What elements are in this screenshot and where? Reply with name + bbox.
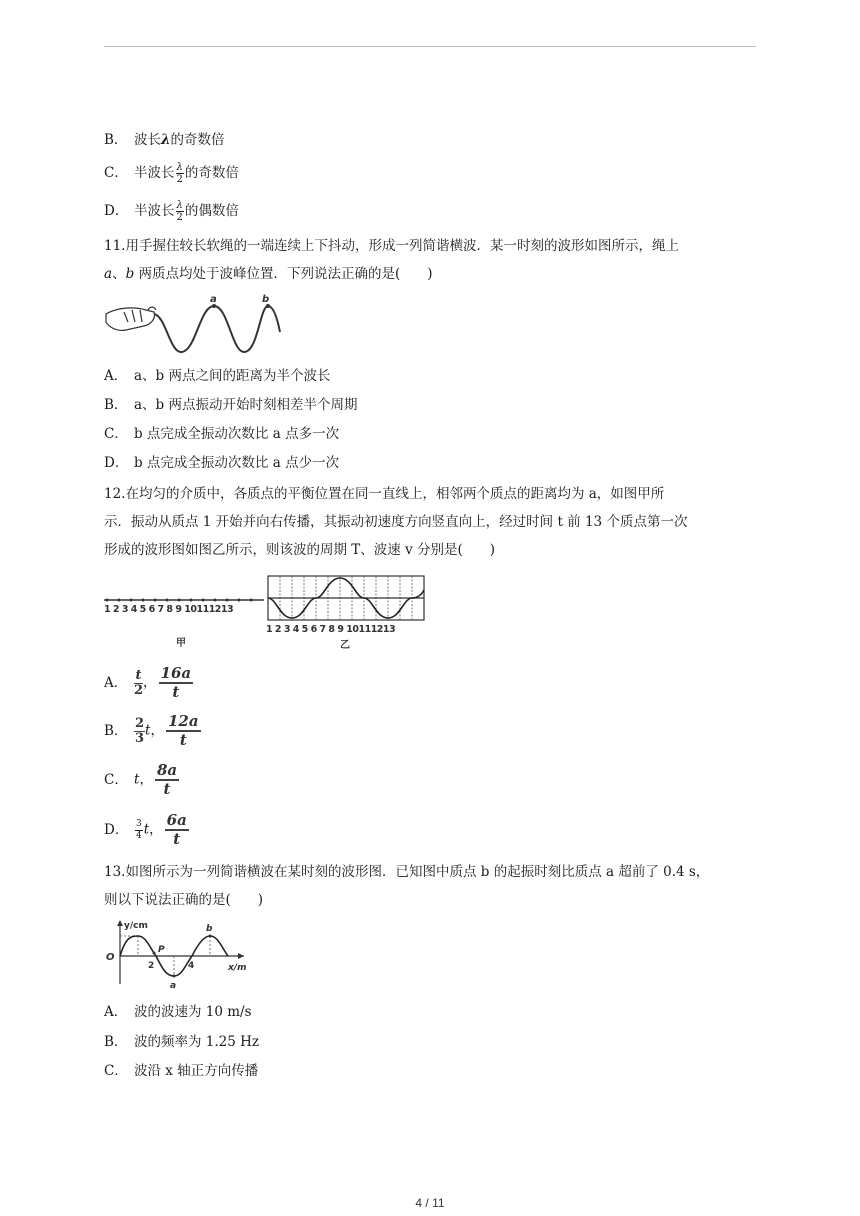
point-b-label: b	[206, 924, 213, 934]
lambda-half-fraction: $\frac{\lambda}{2}$	[176, 200, 183, 223]
q13-wave-graph	[104, 918, 254, 990]
q11-rope-wave-figure	[104, 292, 284, 358]
point-b-label: b	[262, 294, 270, 305]
lambda-half-fraction: $\frac{\lambda}{2}$	[176, 162, 183, 185]
q10-option-b: B． 波长λ的奇数倍	[104, 132, 225, 148]
q11-option-c: C． b 点完成全振动次数比 a 点多一次	[104, 426, 340, 442]
fraction-image: $\frac{6a}{t}$	[166, 811, 187, 848]
q13-option-b: B． 波的频率为 1.25 Hz	[104, 1034, 260, 1050]
q12-particle-figure	[104, 574, 434, 650]
q13-option-a: A． 波的波速为 10 m/s	[104, 1004, 252, 1020]
q12-option-a: A． $\frac{t}{2}$ ， $\frac{16a}{t}$	[104, 664, 192, 701]
fig-yi-ticks: 1 2 3 4 5 6 7 8 9 10111213	[266, 624, 396, 635]
q10-option-d: D． 半波长 $\frac{\lambda}{2}$ 的偶数倍	[104, 200, 239, 223]
origin-label: O	[106, 952, 115, 963]
tick-2-label: 2	[148, 961, 155, 971]
header-rule	[104, 46, 756, 47]
fig-jia-ticks: 1 2 3 4 5 6 7 8 9 10111213	[104, 604, 234, 615]
q12-stem: 12.在均匀的介质中，各质点的平衡位置在同一直线上，相邻两个质点的距离均为 a，如图甲所 示．振动从质点 1 开始并向右传播，其振动初速度方向竖直向上，经过时间 t 前 13 个质点第一次 形成的波形图如图乙所示，则该波的周期 T、波速 v 分别是( )	[104, 486, 688, 558]
fig-yi-label: 乙	[340, 640, 350, 650]
q13-stem: 13.如图所示为一列简谐横波在某时刻的波形图．已知图中质点 b 的起振时刻比质点 a 超前了 0.4 s， 则以下说法正确的是( )	[104, 864, 710, 908]
q11-option-d: D． b 点完成全振动次数比 a 点少一次	[104, 455, 340, 471]
q10-option-c: C． 半波长 $\frac{\lambda}{2}$ 的奇数倍	[104, 162, 239, 185]
tick-4-label: 4	[188, 961, 195, 971]
q13-option-c: C． 波沿 x 轴正方向传播	[104, 1063, 259, 1079]
q12-option-b: B． $\frac{2}{3}$ t， $\frac{12a}{t}$	[104, 712, 199, 749]
hand-icon	[106, 307, 156, 330]
q11-stem: 11.用手握住较长软绳的一端连续上下抖动，形成一列简谐横波．某一时刻的波形如图所示，绳上 a、b 两质点均处于波峰位置．下列说法正确的是( )	[104, 238, 679, 282]
fraction-image: $\frac{12a}{t}$	[167, 712, 199, 749]
point-p-label: P	[158, 945, 165, 955]
x-axis-label: x/m	[228, 963, 247, 973]
y-axis-label: y/cm	[124, 921, 148, 931]
rope-wave-curve	[154, 306, 280, 352]
fig-jia-label: 甲	[176, 638, 186, 649]
fraction-image: $\frac{16a}{t}$	[160, 664, 192, 701]
fraction-image: $\frac{8a}{t}$	[156, 761, 178, 798]
point-a-label: a	[170, 981, 177, 990]
q11-option-b: B． a、b 两点振动开始时刻相差半个周期	[104, 397, 358, 413]
page-number: 4 / 11	[415, 1196, 445, 1210]
q11-option-a: A． a、b 两点之间的距离为半个波长	[104, 368, 331, 384]
point-a-label: a	[210, 294, 217, 305]
q12-option-d: D． $\frac{3}{4}$ t， $\frac{6a}{t}$	[104, 811, 187, 848]
q12-option-c: C． t， $\frac{8a}{t}$	[104, 761, 178, 798]
